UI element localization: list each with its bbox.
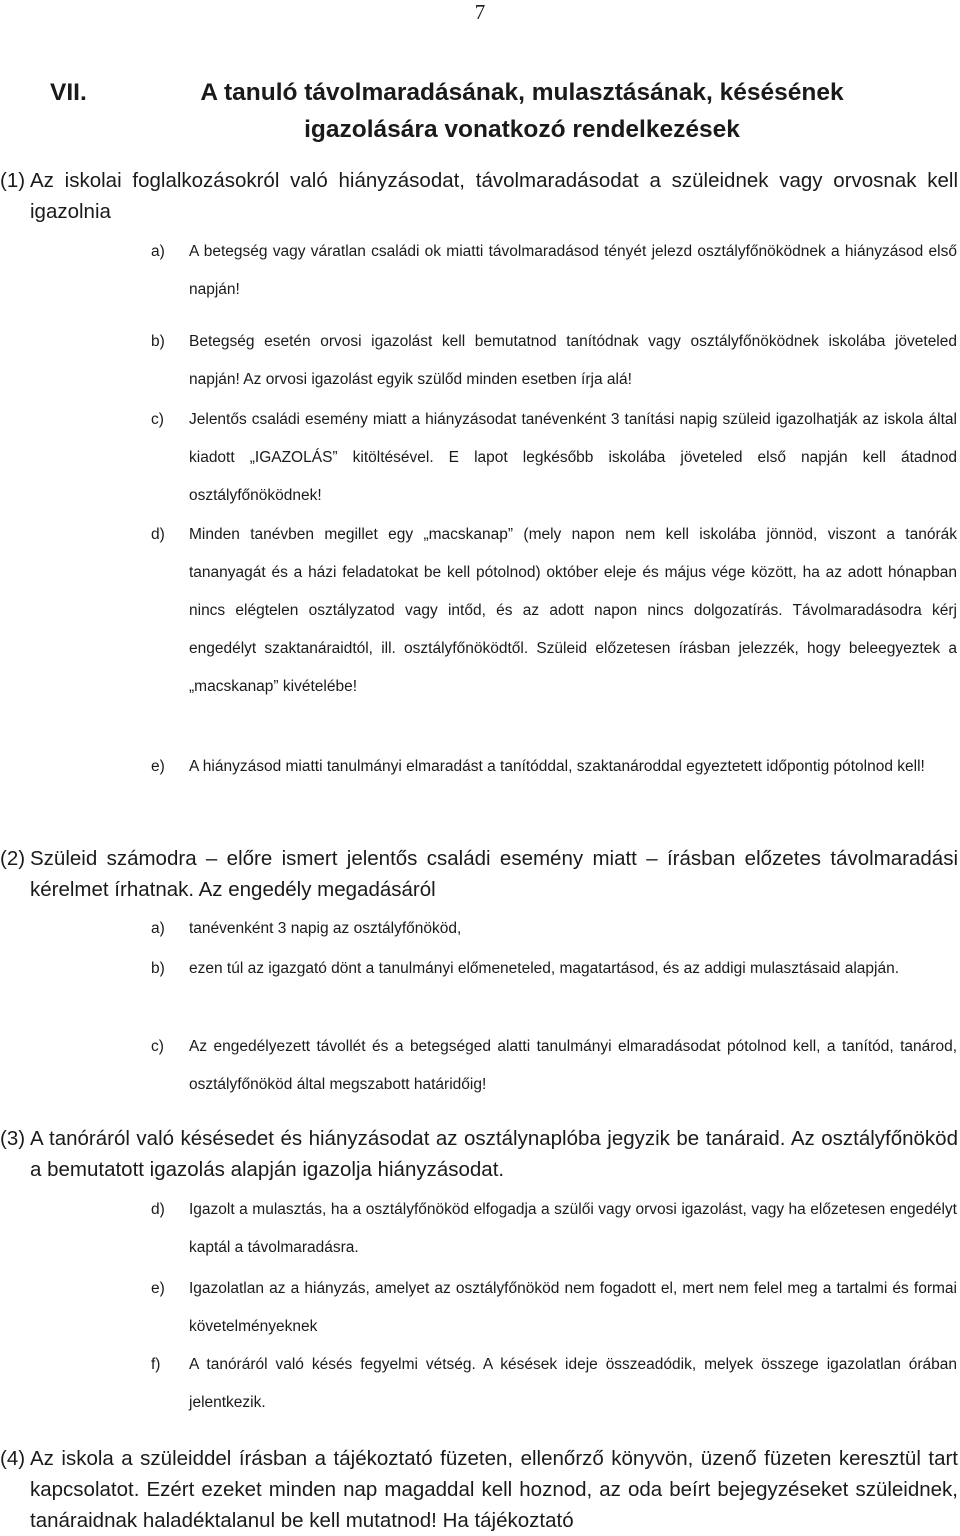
item-label: e) <box>151 758 165 775</box>
item-text: A betegség vagy váratlan családi ok miatti távolmaradásod tényét jelezd osztályfőnöködnek a hiányzásod első napján! <box>189 243 957 298</box>
list-item <box>151 1346 957 1422</box>
section-text: Az iskola a szüleiddel írásban a tájékoztató füzeten, ellenőrző könyvön, üzenő füzeten keresztül tart kapcsolatot. Ezért ezeket minden nap magaddal kell hoznod, az oda beírt bejegyzéseket szüleidnek, tanáraidnak haladéktalanul be kell mutatnod! Ha tájékoztató <box>30 1447 958 1532</box>
section-2 <box>0 843 958 905</box>
list-item <box>151 323 957 399</box>
section-4 <box>0 1443 958 1536</box>
item-label: c) <box>151 411 164 428</box>
item-label: d) <box>151 1201 165 1218</box>
chapter-title: A tanuló távolmaradásának, mulasztásának, késésének igazolására vonatkozó rendelkezések <box>200 79 844 143</box>
list-item <box>151 910 957 948</box>
item-text: Az engedélyezett távollét és a betegséged alatti tanulmányi elmaradásodat pótolnod kell, a tanítód, tanárod, osztályfőnököd által megszabott határidőig! <box>189 1038 957 1093</box>
section-number: (2) <box>0 847 26 870</box>
item-label: a) <box>151 243 165 260</box>
item-label: b) <box>151 960 165 977</box>
section-number: (3) <box>0 1127 26 1150</box>
item-text: Betegség esetén orvosi igazolást kell bemutatnod tanítódnak vagy osztályfőnöködnek iskolába jöveteled napján! Az orvosi igazolást egyik szülőd minden esetben írja alá! <box>189 333 957 388</box>
item-label: f) <box>151 1356 161 1373</box>
list-item <box>151 1270 957 1346</box>
item-label: b) <box>151 333 165 350</box>
item-text: Igazolt a mulasztás, ha a osztályfőnököd elfogadja a szülői vagy orvosi igazolást, vagy ha előzetesen engedélyt kaptál a távolmaradásra. <box>189 1201 957 1256</box>
section-text: Az iskolai foglalkozásokról való hiányzásodat, távolmaradásodat a szüleidnek vagy orvosnak kell igazolnia <box>30 169 958 223</box>
item-label: a) <box>151 920 165 937</box>
item-text: Igazolatlan az a hiányzás, amelyet az osztályfőnököd nem fogadott el, mert nem felel meg a tartalmi és formai követelményeknek <box>189 1280 957 1335</box>
item-label: c) <box>151 1038 164 1055</box>
item-text: Minden tanévben megillet egy „macskanap” (mely napon nem kell iskolába jönnöd, viszont a tanórák tananyagát és a házi feladatokat be kell pótolnod) október eleje és május vége között, ha az adott hónapban nincs elégtelen osztályzatod vagy intőd, és az adott napon nincs dolgozatírás. Távolmaradásodra kérj engedélyt szaktanáraidtól, ill. osztályfőnöködtől. Szüleid előzetesen írásban jelezzék, hogy beleegyeztek a „macskanap” kivételébe! <box>189 526 957 695</box>
section-3 <box>0 1123 958 1185</box>
section-number: (1) <box>0 169 26 192</box>
item-text: Jelentős családi esemény miatt a hiányzásodat tanévenként 3 tanítási napig szüleid igazolhatják az iskola által kiadott „IGAZOLÁS” kitöltésével. E lapot legkésőbb iskolába jöveteled első napján kell átadnod osztályfőnöködnek! <box>189 411 957 504</box>
list-item <box>151 1028 957 1104</box>
list-item <box>151 516 957 706</box>
section-1 <box>0 165 958 227</box>
list-item <box>151 401 957 515</box>
list-item <box>151 1191 957 1267</box>
chapter-number: VII. <box>50 79 87 106</box>
item-label: d) <box>151 526 165 543</box>
list-item <box>151 233 957 309</box>
section-text: Szüleid számodra – előre ismert jelentős családi esemény miatt – írásban előzetes távolmaradási kérelmet írhatnak. Az engedély megadásáról <box>30 847 958 901</box>
list-item <box>151 748 957 786</box>
item-text: ezen túl az igazgató dönt a tanulmányi előmeneteled, magatartásod, és az addigi mulasztásaid alapján. <box>189 960 900 977</box>
item-text: A tanóráról való késés fegyelmi vétség. A késések ideje összeadódik, melyek összege igazolatlan órában jelentkezik. <box>189 1356 957 1411</box>
item-text: A hiányzásod miatti tanulmányi elmaradást a tanítóddal, szaktanároddal egyeztetett időpontig pótolnod kell! <box>189 758 925 775</box>
section-number: (4) <box>0 1447 26 1470</box>
item-text: tanévenként 3 napig az osztályfőnököd, <box>189 920 462 937</box>
list-item <box>151 950 957 988</box>
item-label: e) <box>151 1280 165 1297</box>
section-text: A tanóráról való késésedet és hiányzásodat az osztálynaplóba jegyzik be tanáraid. Az osztályfőnököd a bemutatott igazolás alapján igazolja hiányzásodat. <box>30 1127 958 1181</box>
page-number: 7 <box>474 0 486 24</box>
